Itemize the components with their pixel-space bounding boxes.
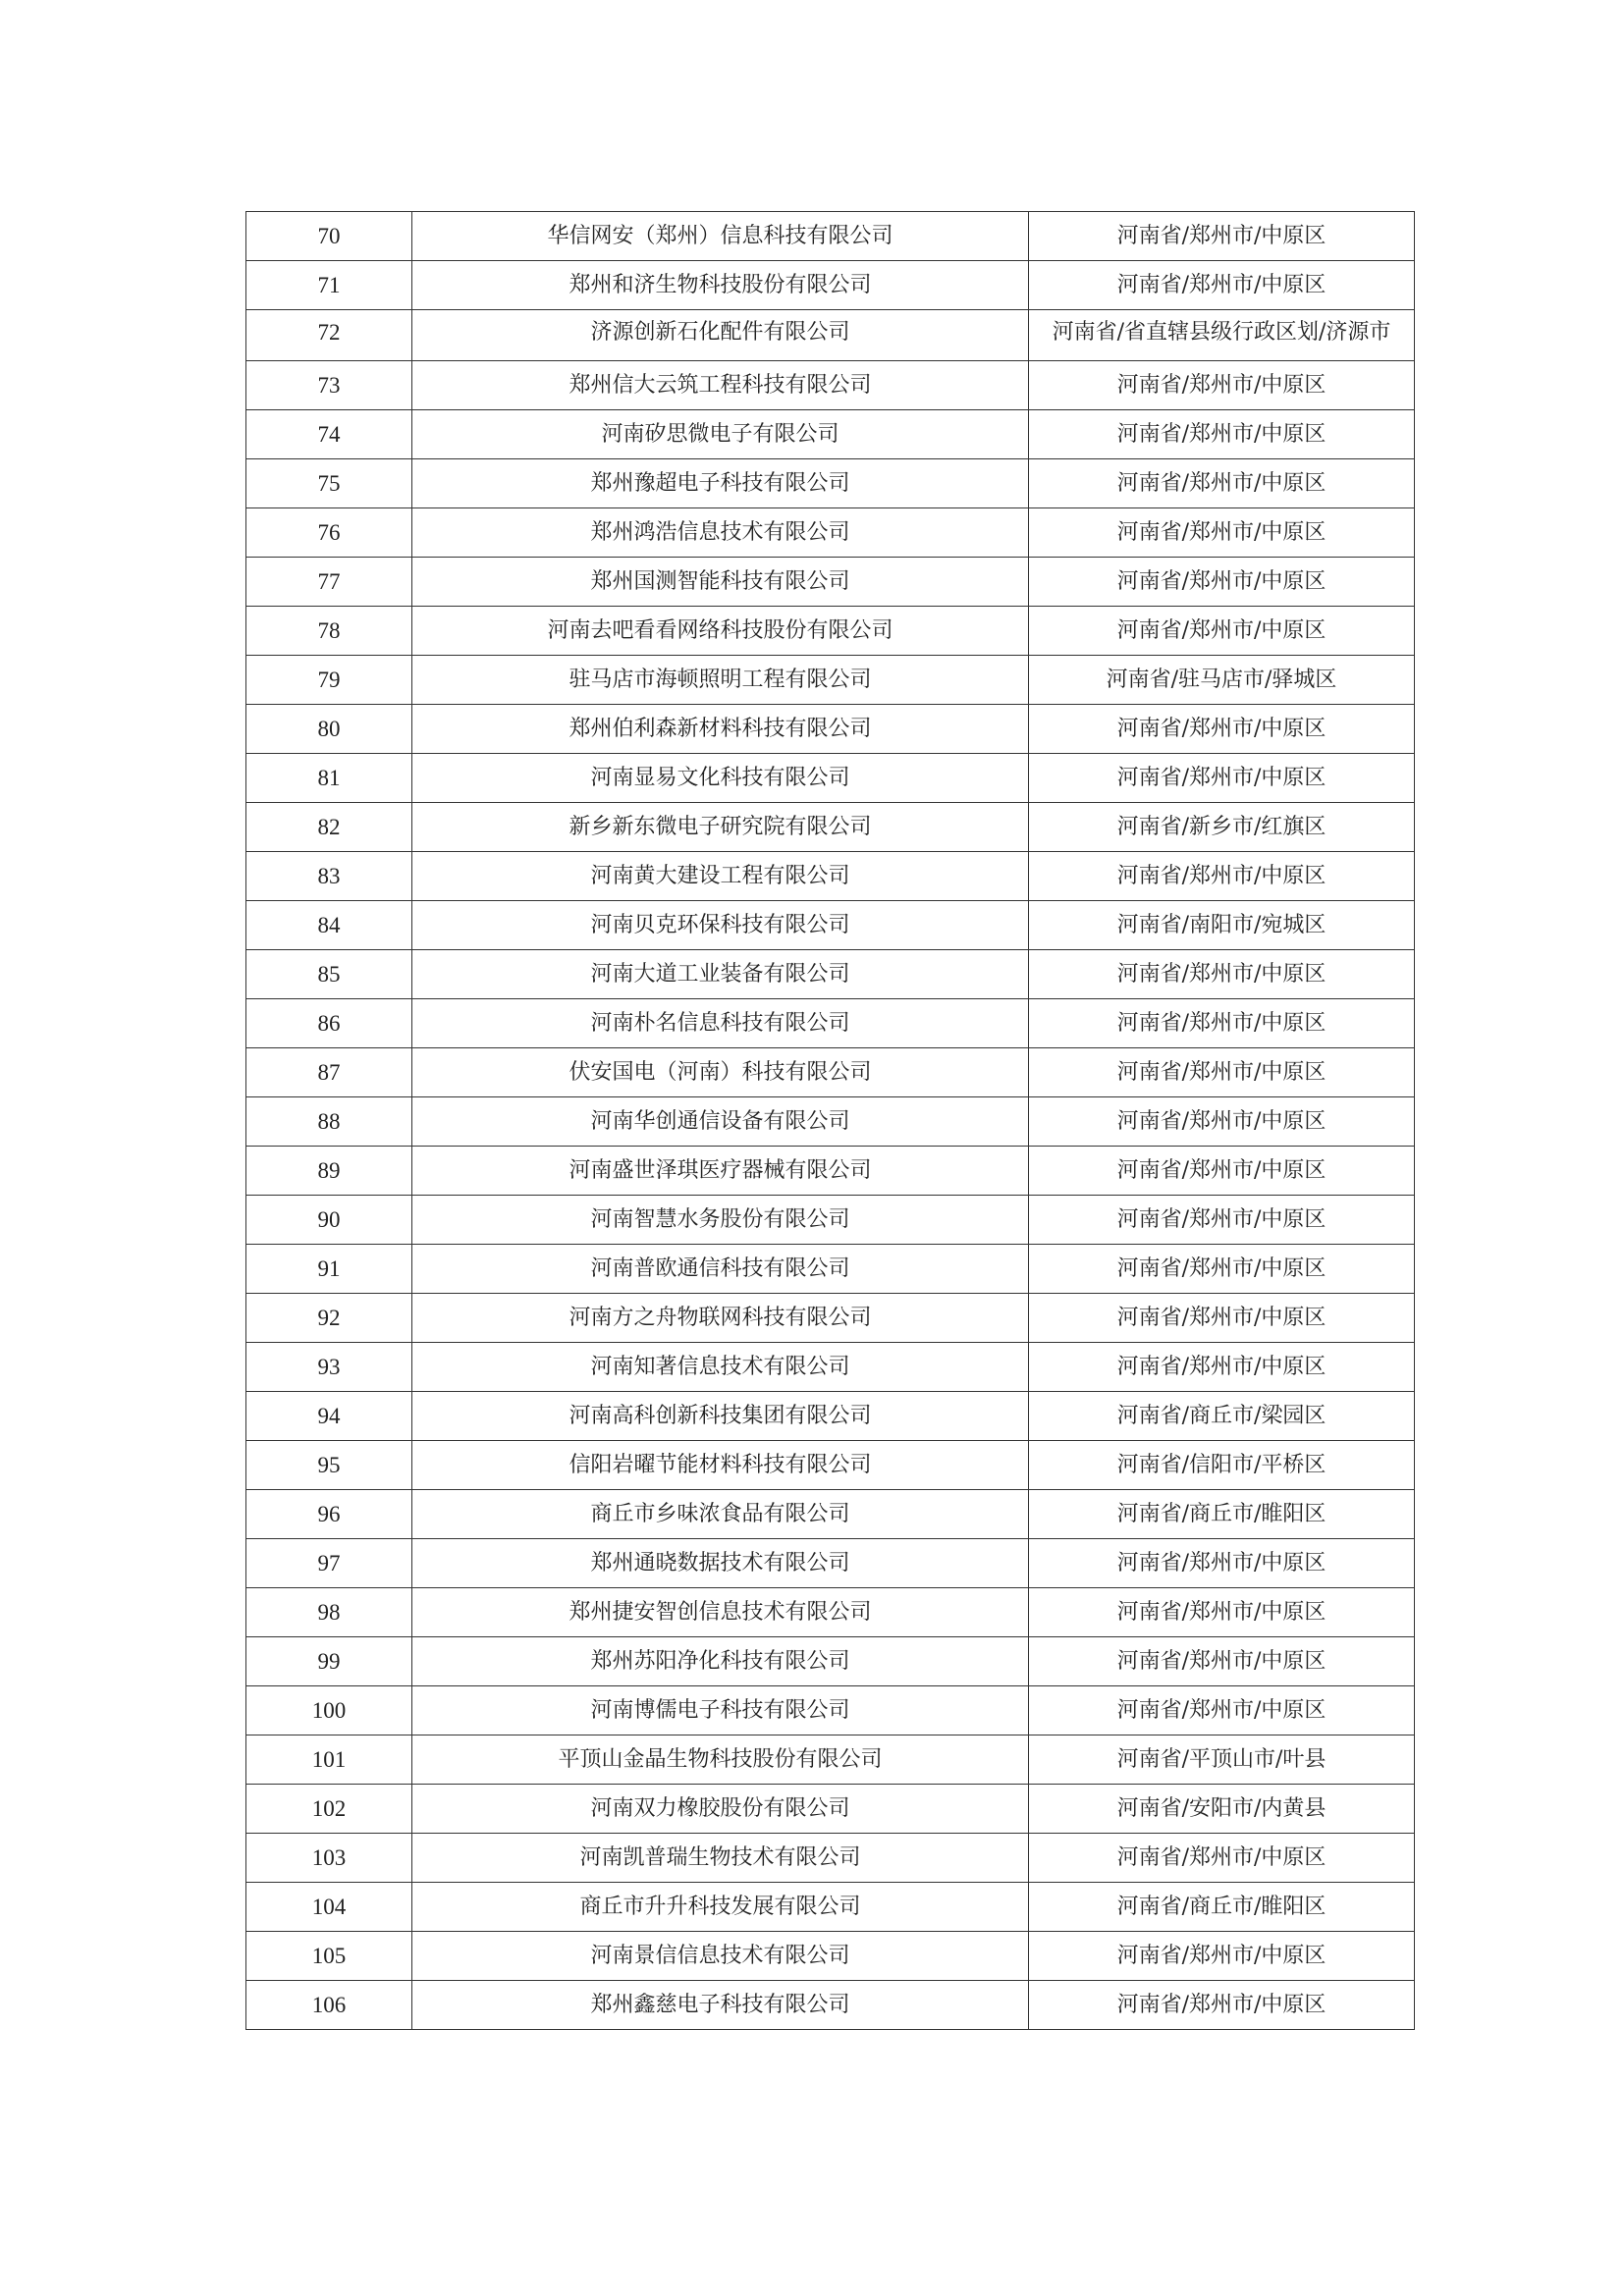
row-number: 82: [246, 803, 412, 852]
company-region: 河南省/新乡市/红旗区: [1029, 803, 1415, 852]
company-name: 河南黄大建设工程有限公司: [412, 852, 1029, 901]
row-number: 104: [246, 1883, 412, 1932]
company-region: 河南省/郑州市/中原区: [1029, 410, 1415, 459]
table-row: [246, 558, 1415, 607]
row-number: 77: [246, 558, 412, 607]
company-name: 郑州伯利森新材料科技有限公司: [412, 705, 1029, 754]
company-name: 河南矽思微电子有限公司: [412, 410, 1029, 459]
company-region: 河南省/郑州市/中原区: [1029, 1686, 1415, 1735]
table-row: [246, 1441, 1415, 1490]
company-region: 河南省/郑州市/中原区: [1029, 999, 1415, 1048]
company-region: 河南省/平顶山市/叶县: [1029, 1735, 1415, 1785]
row-number: 71: [246, 261, 412, 310]
row-number: 84: [246, 901, 412, 950]
row-number: 89: [246, 1147, 412, 1196]
company-region: 河南省/郑州市/中原区: [1029, 1245, 1415, 1294]
company-name: 郑州和济生物科技股份有限公司: [412, 261, 1029, 310]
table-row: [246, 1097, 1415, 1147]
row-number: 98: [246, 1588, 412, 1637]
row-number: 73: [246, 361, 412, 410]
company-name: 伏安国电（河南）科技有限公司: [412, 1048, 1029, 1097]
row-number: 100: [246, 1686, 412, 1735]
company-name: 郑州通晓数据技术有限公司: [412, 1539, 1029, 1588]
company-name: 河南方之舟物联网科技有限公司: [412, 1294, 1029, 1343]
table-row: [246, 410, 1415, 459]
table-row: [246, 1883, 1415, 1932]
row-number: 106: [246, 1981, 412, 2030]
company-name: 信阳岩曜节能材料科技有限公司: [412, 1441, 1029, 1490]
row-number: 72: [246, 310, 412, 361]
company-name: 郑州鸿浩信息技术有限公司: [412, 508, 1029, 558]
company-region: 河南省/南阳市/宛城区: [1029, 901, 1415, 950]
company-name: 华信网安（郑州）信息科技有限公司: [412, 212, 1029, 261]
table-row: [246, 459, 1415, 508]
company-region: 河南省/郑州市/中原区: [1029, 558, 1415, 607]
company-region: 河南省/郑州市/中原区: [1029, 1147, 1415, 1196]
company-region: 河南省/郑州市/中原区: [1029, 459, 1415, 508]
table-row: [246, 1392, 1415, 1441]
table-row: [246, 1196, 1415, 1245]
company-region: 河南省/郑州市/中原区: [1029, 1932, 1415, 1981]
company-name: 河南显易文化科技有限公司: [412, 754, 1029, 803]
table-row: [246, 705, 1415, 754]
company-region: 河南省/郑州市/中原区: [1029, 1294, 1415, 1343]
company-region: 河南省/郑州市/中原区: [1029, 261, 1415, 310]
row-number: 70: [246, 212, 412, 261]
row-number: 87: [246, 1048, 412, 1097]
table-row: [246, 1834, 1415, 1883]
company-name: 河南去吧看看网络科技股份有限公司: [412, 607, 1029, 656]
row-number: 97: [246, 1539, 412, 1588]
company-name: 新乡新东微电子研究院有限公司: [412, 803, 1029, 852]
company-name: 郑州信大云筑工程科技有限公司: [412, 361, 1029, 410]
row-number: 103: [246, 1834, 412, 1883]
company-name: 河南华创通信设备有限公司: [412, 1097, 1029, 1147]
table-row: [246, 1490, 1415, 1539]
table-row: [246, 1343, 1415, 1392]
table-row: [246, 508, 1415, 558]
table-row: [246, 852, 1415, 901]
table-row: [246, 803, 1415, 852]
row-number: 101: [246, 1735, 412, 1785]
company-region: 河南省/商丘市/睢阳区: [1029, 1490, 1415, 1539]
company-region: 河南省/郑州市/中原区: [1029, 1539, 1415, 1588]
row-number: 86: [246, 999, 412, 1048]
company-region: 河南省/商丘市/梁园区: [1029, 1392, 1415, 1441]
row-number: 83: [246, 852, 412, 901]
company-name: 郑州鑫慈电子科技有限公司: [412, 1981, 1029, 2030]
company-region: 河南省/郑州市/中原区: [1029, 1048, 1415, 1097]
table-row: [246, 1245, 1415, 1294]
table-row: [246, 754, 1415, 803]
company-region: 河南省/郑州市/中原区: [1029, 1588, 1415, 1637]
row-number: 85: [246, 950, 412, 999]
row-number: 74: [246, 410, 412, 459]
row-number: 80: [246, 705, 412, 754]
row-number: 96: [246, 1490, 412, 1539]
table-row: [246, 1686, 1415, 1735]
row-number: 78: [246, 607, 412, 656]
company-name: 郑州豫超电子科技有限公司: [412, 459, 1029, 508]
table-row: [246, 212, 1415, 261]
table-row: [246, 950, 1415, 999]
company-region: 河南省/驻马店市/驿城区: [1029, 656, 1415, 705]
company-region: 河南省/安阳市/内黄县: [1029, 1785, 1415, 1834]
company-region: 河南省/商丘市/睢阳区: [1029, 1883, 1415, 1932]
company-name: 商丘市升升科技发展有限公司: [412, 1883, 1029, 1932]
row-number: 93: [246, 1343, 412, 1392]
row-number: 75: [246, 459, 412, 508]
row-number: 94: [246, 1392, 412, 1441]
row-number: 90: [246, 1196, 412, 1245]
company-region: 河南省/郑州市/中原区: [1029, 361, 1415, 410]
table-row: [246, 1588, 1415, 1637]
table-row: [246, 1932, 1415, 1981]
company-name: 河南博儒电子科技有限公司: [412, 1686, 1029, 1735]
table-row: [246, 901, 1415, 950]
table-row: [246, 1539, 1415, 1588]
company-name: 河南智慧水务股份有限公司: [412, 1196, 1029, 1245]
table-body: [246, 212, 1415, 2030]
table-row: [246, 1637, 1415, 1686]
row-number: 105: [246, 1932, 412, 1981]
company-name: 郑州国测智能科技有限公司: [412, 558, 1029, 607]
table-row: [246, 607, 1415, 656]
table-row: [246, 261, 1415, 310]
company-name: 郑州苏阳净化科技有限公司: [412, 1637, 1029, 1686]
table-row: [246, 999, 1415, 1048]
company-region: 河南省/郑州市/中原区: [1029, 1637, 1415, 1686]
company-region: 河南省/郑州市/中原区: [1029, 508, 1415, 558]
company-region: 河南省/郑州市/中原区: [1029, 1834, 1415, 1883]
company-name: 河南普欧通信科技有限公司: [412, 1245, 1029, 1294]
company-region: 河南省/郑州市/中原区: [1029, 1981, 1415, 2030]
table-row: [246, 1294, 1415, 1343]
company-name: 平顶山金晶生物科技股份有限公司: [412, 1735, 1029, 1785]
company-name: 济源创新石化配件有限公司: [412, 310, 1029, 361]
company-name: 河南双力橡胶股份有限公司: [412, 1785, 1029, 1834]
company-region: 河南省/郑州市/中原区: [1029, 1097, 1415, 1147]
company-region: 河南省/郑州市/中原区: [1029, 950, 1415, 999]
company-name: 河南贝克环保科技有限公司: [412, 901, 1029, 950]
table-row: [246, 656, 1415, 705]
company-region: 河南省/郑州市/中原区: [1029, 1196, 1415, 1245]
table-row: [246, 1147, 1415, 1196]
company-name: 河南景信信息技术有限公司: [412, 1932, 1029, 1981]
table-row: [246, 1735, 1415, 1785]
row-number: 99: [246, 1637, 412, 1686]
company-table: [245, 211, 1415, 2030]
table-row: [246, 1981, 1415, 2030]
row-number: 91: [246, 1245, 412, 1294]
row-number: 81: [246, 754, 412, 803]
company-region: 河南省/郑州市/中原区: [1029, 212, 1415, 261]
company-name: 河南凯普瑞生物技术有限公司: [412, 1834, 1029, 1883]
company-name: 河南高科创新科技集团有限公司: [412, 1392, 1029, 1441]
row-number: 76: [246, 508, 412, 558]
company-name: 商丘市乡味浓食品有限公司: [412, 1490, 1029, 1539]
table-row: [246, 361, 1415, 410]
company-name: 河南朴名信息科技有限公司: [412, 999, 1029, 1048]
company-region: 河南省/郑州市/中原区: [1029, 705, 1415, 754]
company-name: 郑州捷安智创信息技术有限公司: [412, 1588, 1029, 1637]
company-name: 河南盛世泽琪医疗器械有限公司: [412, 1147, 1029, 1196]
company-region: 河南省/郑州市/中原区: [1029, 754, 1415, 803]
row-number: 95: [246, 1441, 412, 1490]
table-row: [246, 1785, 1415, 1834]
company-region: 河南省/郑州市/中原区: [1029, 852, 1415, 901]
row-number: 92: [246, 1294, 412, 1343]
company-name: 河南知著信息技术有限公司: [412, 1343, 1029, 1392]
row-number: 102: [246, 1785, 412, 1834]
row-number: 88: [246, 1097, 412, 1147]
row-number: 79: [246, 656, 412, 705]
company-region: 河南省/郑州市/中原区: [1029, 607, 1415, 656]
table-row: [246, 1048, 1415, 1097]
table-row: [246, 310, 1415, 361]
company-name: 驻马店市海顿照明工程有限公司: [412, 656, 1029, 705]
company-name: 河南大道工业装备有限公司: [412, 950, 1029, 999]
company-region: 河南省/省直辖县级行政区划/济源市: [1029, 310, 1415, 361]
company-region: 河南省/信阳市/平桥区: [1029, 1441, 1415, 1490]
company-region: 河南省/郑州市/中原区: [1029, 1343, 1415, 1392]
